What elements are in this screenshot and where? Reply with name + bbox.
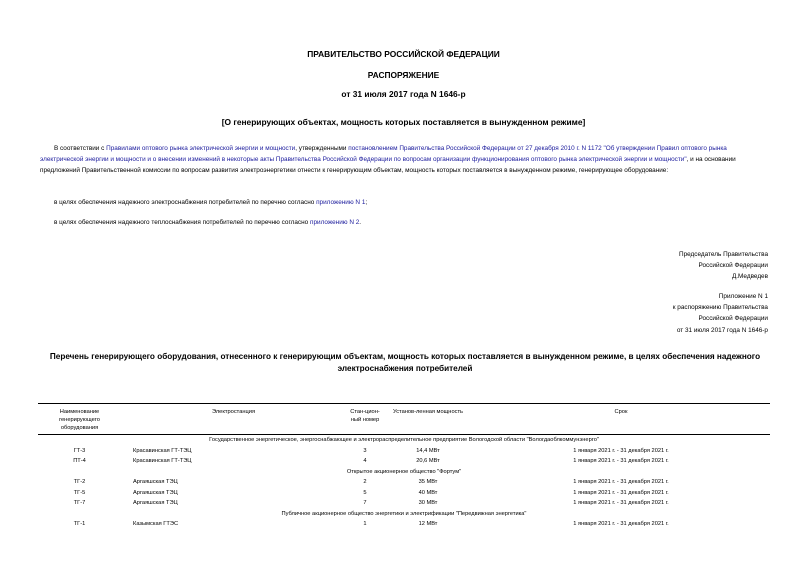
appendix-date: от 31 июля 2017 года N 1646-р xyxy=(676,326,768,334)
group-title: Государственное энергетическое, энергоснабжающее и электрораспределительное предприятие Вологодской области "Вологдаоблкоммунэнерго" xyxy=(209,437,599,444)
cell-capacity: 40 МВт xyxy=(418,489,438,496)
cell-station: Красавинская ГТ-ТЭЦ xyxy=(133,447,192,454)
table-row xyxy=(38,446,770,457)
item-electricity-text: в целях обеспечения надежного электроснабжения потребителей по перечню согласно xyxy=(54,199,317,206)
header-capacity: Установ-ленная мощность xyxy=(392,409,464,415)
equipment-table xyxy=(38,403,770,530)
item-heat-text: в целях обеспечения надежного теплоснабжения потребителей по перечню согласно xyxy=(54,219,310,226)
signature-block xyxy=(679,249,768,283)
signature-name: Д.Медведев xyxy=(731,273,768,281)
item-electricity-end: ; xyxy=(365,199,368,206)
table-row xyxy=(38,488,770,499)
appendix-note xyxy=(673,291,768,336)
cell-name: ГТ-3 xyxy=(73,447,86,454)
appendix-1-link[interactable]: приложению N 1 xyxy=(316,199,366,206)
group-title: Открытое акционерное общество "Фортум" xyxy=(346,468,462,475)
signature-country: Российской Федерации xyxy=(698,262,768,270)
document-subject: [О генерирующих объектах, мощность которых поставляется в вынужденном режиме] xyxy=(221,117,586,127)
table-row xyxy=(38,519,770,530)
appendix-number: Приложение N 1 xyxy=(718,293,768,300)
item-heat-paragraph xyxy=(54,217,784,228)
government-title: ПРАВИТЕЛЬСТВО РОССИЙСКОЙ ФЕДЕРАЦИИ xyxy=(307,49,500,59)
group-row xyxy=(38,435,770,446)
appendix-to-order: к распоряжению Правительства xyxy=(672,304,768,312)
cell-capacity: 14,4 МВт xyxy=(416,447,440,454)
item-electricity-paragraph xyxy=(54,197,784,208)
wholesale-market-rules-link[interactable]: Правилами оптового рынка электрической энергии и мощности xyxy=(106,145,296,152)
cell-name: ТГ-7 xyxy=(73,500,86,507)
cell-term: 1 января 2021 г. - 31 декабря 2021 г. xyxy=(573,479,669,486)
cell-term: 1 января 2021 г. - 31 декабря 2021 г. xyxy=(573,489,669,496)
table-row xyxy=(38,498,770,509)
cell-term: 1 января 2021 г. - 31 декабря 2021 г. xyxy=(573,447,669,454)
cell-name: ТГ-1 xyxy=(73,521,86,528)
header-station-number: Стан-цион-ный номер xyxy=(350,409,380,423)
group-title: Публичное акционерное общество энергетики и электрификации "Передвижная энергетика" xyxy=(281,510,527,517)
cell-capacity: 12 МВт xyxy=(418,521,438,528)
table-row xyxy=(38,456,770,467)
cell-name: ТГ-5 xyxy=(73,489,86,496)
resolution-1172-link[interactable]: постановлением Правительства Российской Федерации от 27 декабря 2010 г. N 1172 "Об утверждении Правил оптового рынка электрической энергии и мощности и о внесении изменений в некоторые акты Правительства Российской Федерации по вопросам организации функционирования оптового рынка электрической энергии и мощности" xyxy=(40,145,727,163)
cell-number: 7 xyxy=(363,500,367,507)
cell-capacity: 30 МВт xyxy=(418,500,438,507)
cell-capacity: 20,6 МВт xyxy=(416,458,440,465)
cell-station: Аргаяшская ТЭЦ xyxy=(133,500,178,507)
cell-term: 1 января 2021 г. - 31 декабря 2021 г. xyxy=(573,500,669,507)
table-title: Перечень генерирующего оборудования, отнесенного к генерирующим объектам, мощность которых поставляется в вынужденном режиме, в целях обеспечения надежного электроснабжения потребителей xyxy=(49,352,761,373)
header-equipment-name: Наименование генерирующего оборудования xyxy=(59,409,100,431)
preamble-text-3: , и на основании предложений Правительственной комиссии по вопросам развития электроэнергетики отнести к генерирующим объектам, мощность которых поставляется в вынужденном режиме, генерирующее оборудование: xyxy=(40,156,736,174)
group-row xyxy=(38,509,770,520)
cell-number: 3 xyxy=(363,447,367,454)
cell-number: 1 xyxy=(363,521,367,528)
cell-station: Аргаяшская ТЭЦ xyxy=(133,479,178,486)
cell-term: 1 января 2021 г. - 31 декабря 2021 г. xyxy=(573,521,669,528)
appendix-2-link[interactable]: приложению N 2 xyxy=(309,219,360,226)
table-header-row xyxy=(38,404,770,435)
cell-name: ТГ-2 xyxy=(73,479,86,486)
appendix-country: Российской Федерации xyxy=(698,315,768,323)
document-type: РАСПОРЯЖЕНИЕ xyxy=(367,70,440,80)
cell-station: Красавинская ГТ-ТЭЦ xyxy=(133,458,192,465)
group-row xyxy=(38,467,770,478)
item-heat-end: . xyxy=(359,219,362,226)
preamble-text-2: , утвержденными xyxy=(295,145,349,152)
preamble-paragraph xyxy=(40,143,770,176)
cell-number: 5 xyxy=(363,489,367,496)
header-term: Срок xyxy=(614,409,628,415)
signature-position: Председатель Правительства xyxy=(679,251,768,258)
header-station: Электростанция xyxy=(211,409,256,415)
preamble-text-1: В соответствии с xyxy=(54,145,107,152)
document-date-number: от 31 июля 2017 года N 1646-р xyxy=(341,89,466,99)
cell-name: ПТ-4 xyxy=(73,458,86,465)
cell-station: Аргаяшская ТЭЦ xyxy=(133,489,178,496)
cell-number: 4 xyxy=(363,458,367,465)
cell-number: 2 xyxy=(363,479,367,486)
table-row xyxy=(38,477,770,488)
cell-capacity: 35 МВт xyxy=(418,479,438,486)
cell-station: Казымская ГТЭС xyxy=(133,521,179,528)
cell-term: 1 января 2021 г. - 31 декабря 2021 г. xyxy=(573,458,669,465)
